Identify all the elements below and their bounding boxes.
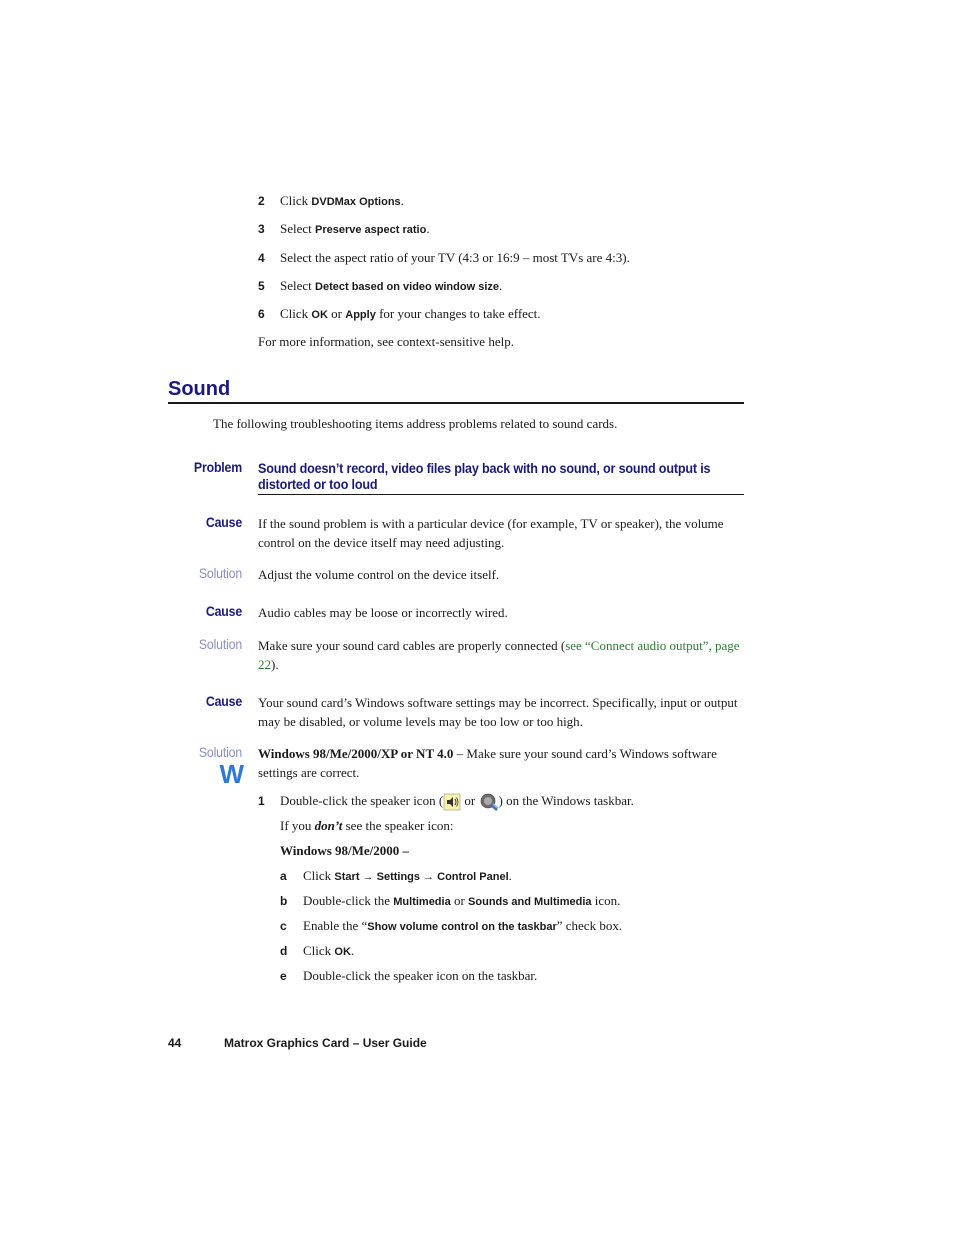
cause-text-2: Audio cables may be loose or incorrectly wired. <box>258 605 508 620</box>
solution-label-2: Solution <box>198 636 242 652</box>
if-you-dont-text: If you don’t see the speaker icon: <box>280 818 454 833</box>
cause-label-2: Cause <box>205 603 242 619</box>
step-4: 4 Select the aspect ratio of your TV (4:3 or 16:9 – most TVs are 4:3). <box>258 250 630 265</box>
page-number: 44 <box>168 1036 182 1050</box>
speaker-icon <box>443 793 461 808</box>
problem-title: Sound doesn’t record, video files play back with no sound, or sound output is distorted or too loud <box>258 460 711 492</box>
cause-label-1: Cause <box>205 514 242 530</box>
problem-label: Problem <box>193 459 242 475</box>
solution-text-3: Windows 98/Me/2000/XP or NT 4.0 – Make sure your sound card’s Windows software settings are correct. <box>258 746 717 780</box>
volume-control-icon <box>479 793 499 808</box>
windows-logo-icon: W <box>219 759 242 789</box>
solution-text-2: Make sure your sound card cables are properly connected (see “Connect audio output”, page 22). <box>258 638 740 672</box>
footer-title: Matrox Graphics Card – User Guide <box>224 1036 427 1050</box>
section-title: Sound <box>168 378 231 400</box>
substep-a: a Click Start → Settings → Control Panel. <box>280 868 512 883</box>
connect-audio-link[interactable]: see “Connect audio output”, page 22 <box>258 638 740 672</box>
substep-c: c Enable the “Show volume control on the taskbar” check box. <box>280 918 623 933</box>
step-5: 5 Select Detect based on video window size. <box>258 278 503 293</box>
substep-d: d Click OK. <box>280 943 355 958</box>
solution-text-1: Adjust the volume control on the device itself. <box>258 567 500 582</box>
section-rule <box>168 402 744 404</box>
cause-text-3: Your sound card’s Windows software settings may be incorrect. Specifically, input or output may be disabled, or volume levels may be too low or too high. <box>258 695 738 729</box>
windows-heading: Windows 98/Me/2000 – <box>280 843 410 858</box>
solution-label-1: Solution <box>198 565 242 581</box>
cause-label-3: Cause <box>205 693 242 709</box>
step-1: 1 Double-click the speaker icon ( or ) on the Windows taskbar. <box>258 791 744 812</box>
substep-b: b Double-click the Multimedia or Sounds and Multimedia icon. <box>280 893 621 908</box>
section-intro: The following troubleshooting items address problems related to sound cards. <box>213 416 618 431</box>
step-6: 6 Click OK or Apply for your changes to take effect. <box>258 306 541 321</box>
substep-e: e Double-click the speaker icon on the taskbar. <box>280 968 538 983</box>
step-2: 2 Click DVDMax Options. <box>258 193 404 208</box>
step-3: 3 Select Preserve aspect ratio. <box>258 221 430 236</box>
cause-text-1: If the sound problem is with a particular device (for example, TV or speaker), the volume control on the device itself may need adjusting. <box>258 516 724 550</box>
more-info-text: For more information, see context-sensitive help. <box>258 334 514 349</box>
problem-rule <box>258 494 744 495</box>
solution-label-3: Solution <box>198 744 242 760</box>
